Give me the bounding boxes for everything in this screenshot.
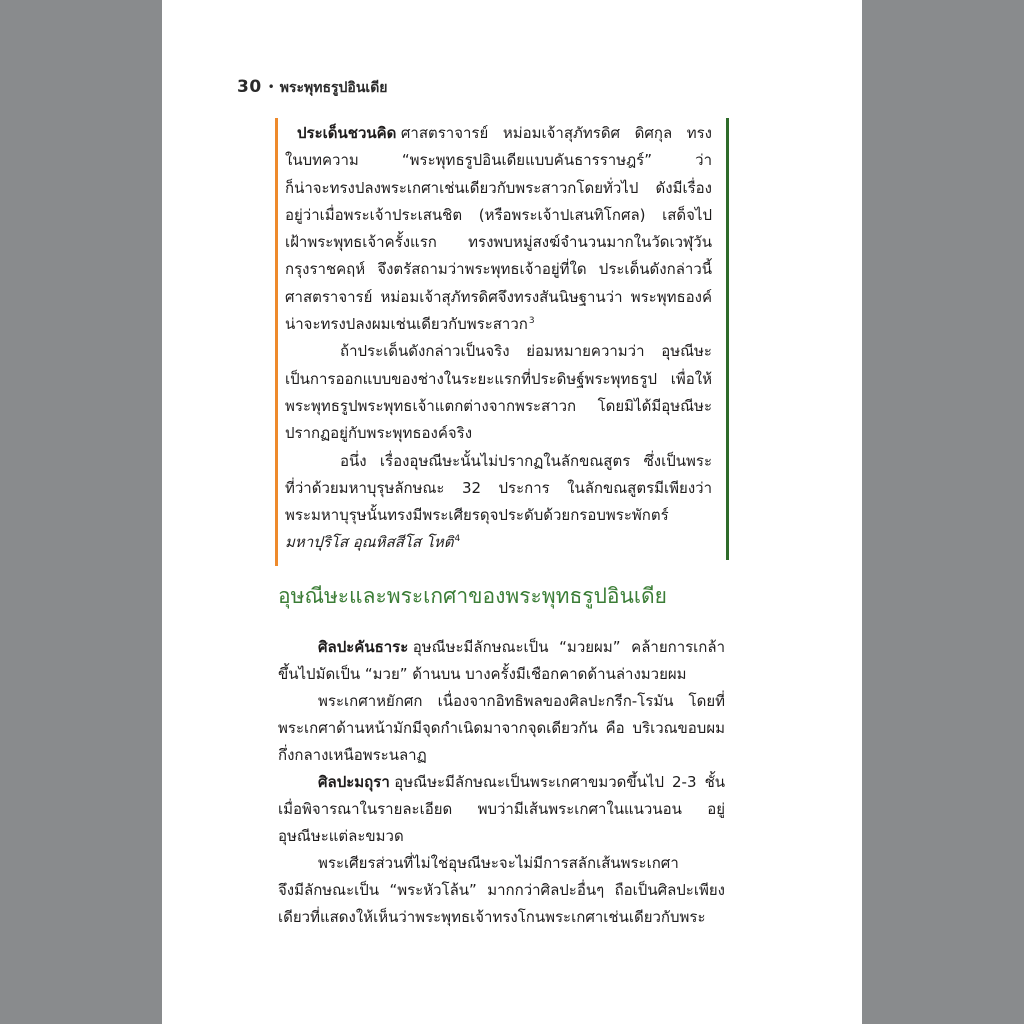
text-line: เป็นการออกแบบของช่างในระยะแรกที่ประดิษฐ์พระพุทธรูป เพื่อให้ bbox=[285, 369, 712, 388]
page-number: 30 bbox=[237, 77, 262, 97]
sidebar-green-rule bbox=[726, 118, 729, 560]
bold-lead: ศิลปะมถุรา bbox=[318, 773, 390, 791]
text-line: ก็น่าจะทรงปลงพระเกศาเช่นเดียวกับพระสาวกโดยทั่วไป ดังมีเรื่อง bbox=[285, 178, 712, 197]
text-line bbox=[278, 769, 725, 796]
text-line bbox=[285, 529, 712, 556]
line-text: อุษณีษะมีลักษณะเป็น “มวยผม” คล้ายการเกล้า bbox=[412, 638, 725, 656]
text-line: พระเกศาหยักศก เนื่องจากอิทธิพลของศิลปะกรีก-โรมัน โดยที่ bbox=[318, 692, 725, 710]
text-line bbox=[278, 904, 725, 931]
text-line: ขึ้นไปมัดเป็น “มวย” ด้านบน บางครั้งมีเชือกคาดด้านล่างมวยผม bbox=[278, 665, 687, 683]
sidebar-orange-rule bbox=[275, 118, 278, 566]
line-text: เดียวที่แสดงให้เห็นว่าพระพุทธเจ้าทรงโกนพระเกศาเช่นเดียวกับพระ bbox=[278, 908, 706, 926]
body-paragraph-4 bbox=[278, 850, 725, 931]
text-line: กึ่งกลางเหนือพระนลาฏ bbox=[278, 746, 427, 764]
text-line: ถ้าประเด็นดังกล่าวเป็นจริง ย่อมหมายความว่า อุษณีษะ bbox=[340, 342, 712, 361]
right-scan-margin bbox=[862, 0, 1024, 1024]
text-line: กรุงราชคฤห์ จึงตรัสถามว่าพระพุทธเจ้าอยู่ที่ใด ประเด็นดังกล่าวนี้ bbox=[285, 260, 712, 279]
box-paragraph-1 bbox=[285, 120, 712, 338]
running-title: พระพุทธรูปอินเดีย bbox=[279, 80, 388, 96]
bold-lead: ศิลปะคันธาระ bbox=[318, 638, 409, 656]
text-line bbox=[285, 311, 712, 338]
body-paragraph-1 bbox=[278, 634, 725, 688]
text-line: ในบทความ “พระพุทธรูปอินเดียแบบคันธารราษฎร์” ว่า bbox=[285, 151, 712, 170]
text-line: ที่ว่าด้วยมหาบุรุษลักษณะ 32 ประการ ในลักขณสูตรมีเพียงว่า bbox=[285, 478, 712, 497]
body-paragraph-3 bbox=[278, 769, 725, 850]
pali-quote: มหาปุริโส อุณหิสสีโส โหติ bbox=[285, 533, 454, 552]
line-text: น่าจะทรงปลงผมเช่นเดียวกับพระสาวก bbox=[285, 315, 528, 334]
text-line: ศาสตราจารย์ หม่อมเจ้าสุภัทรดิศจึงทรงสันนิษฐานว่า พระพุทธองค์ bbox=[285, 287, 712, 306]
section-body bbox=[278, 634, 725, 931]
running-header bbox=[237, 76, 387, 98]
text-line: เมื่อพิจารณาในรายละเอียด พบว่ามีเส้นพระเกศาในแนวนอน อยู่ bbox=[278, 800, 725, 818]
text-line: ปรากฏอยู่กับพระพุทธองค์จริง bbox=[285, 424, 473, 443]
box-paragraph-3 bbox=[285, 448, 712, 557]
body-paragraph-2 bbox=[278, 688, 725, 769]
left-scan-margin bbox=[0, 0, 162, 1024]
footnote-ref: 4 bbox=[454, 534, 461, 545]
text-line: พระเกศาด้านหน้ามักมีจุดกำเนิดมาจากจุดเดียวกัน คือ บริเวณขอบผม bbox=[278, 719, 725, 737]
line-text: ศาสตราจารย์ หม่อมเจ้าสุภัทรดิศ ดิศกุล ทรง bbox=[400, 124, 712, 142]
text-line: เฝ้าพระพุทธเจ้าครั้งแรก ทรงพบหมู่สงฆ์จำนวนมากในวัดเวฬุวัน bbox=[285, 233, 712, 252]
book-page bbox=[162, 0, 862, 1024]
sidebar-box bbox=[285, 120, 712, 557]
text-line: พระเศียรส่วนที่ไม่ใช่อุษณีษะจะไม่มีการสลักเส้นพระเกศา bbox=[318, 854, 679, 872]
header-bullet: • bbox=[267, 80, 275, 94]
bold-lead: ประเด็นชวนคิด bbox=[297, 124, 397, 142]
text-line: จึงมีลักษณะเป็น “พระหัวโล้น” มากกว่าศิลปะอื่นๆ ถือเป็นศิลปะเพียง bbox=[278, 881, 725, 899]
line-text: อุษณีษะมีลักษณะเป็นพระเกศาขมวดขึ้นไป 2-3 ชั้น bbox=[394, 773, 725, 791]
text-line: อยู่ว่าเมื่อพระเจ้าประเสนชิต (หรือพระเจ้าปเสนทิโกศล) เสด็จไป bbox=[285, 205, 712, 224]
text-line bbox=[278, 634, 725, 661]
text-line: อนึ่ง เรื่องอุษณีษะนั้นไม่ปรากฏในลักขณสูตร ซึ่งเป็นพระ bbox=[340, 451, 712, 470]
text-line bbox=[285, 120, 712, 147]
text-line: พระมหาบุรุษนั้นทรงมีพระเศียรดุจประดับด้วยกรอบพระพักตร์ bbox=[285, 506, 669, 525]
footnote-ref: 3 bbox=[528, 316, 535, 327]
text-line: อุษณีษะแต่ละขมวด bbox=[278, 827, 404, 845]
section-heading: อุษณีษะและพระเกศาของพระพุทธรูปอินเดีย bbox=[278, 584, 667, 608]
text-line: พระพุทธรูปพระพุทธเจ้าแตกต่างจากพระสาวก โดยมิได้มีอุษณีษะ bbox=[285, 396, 712, 415]
box-paragraph-2 bbox=[285, 338, 712, 447]
